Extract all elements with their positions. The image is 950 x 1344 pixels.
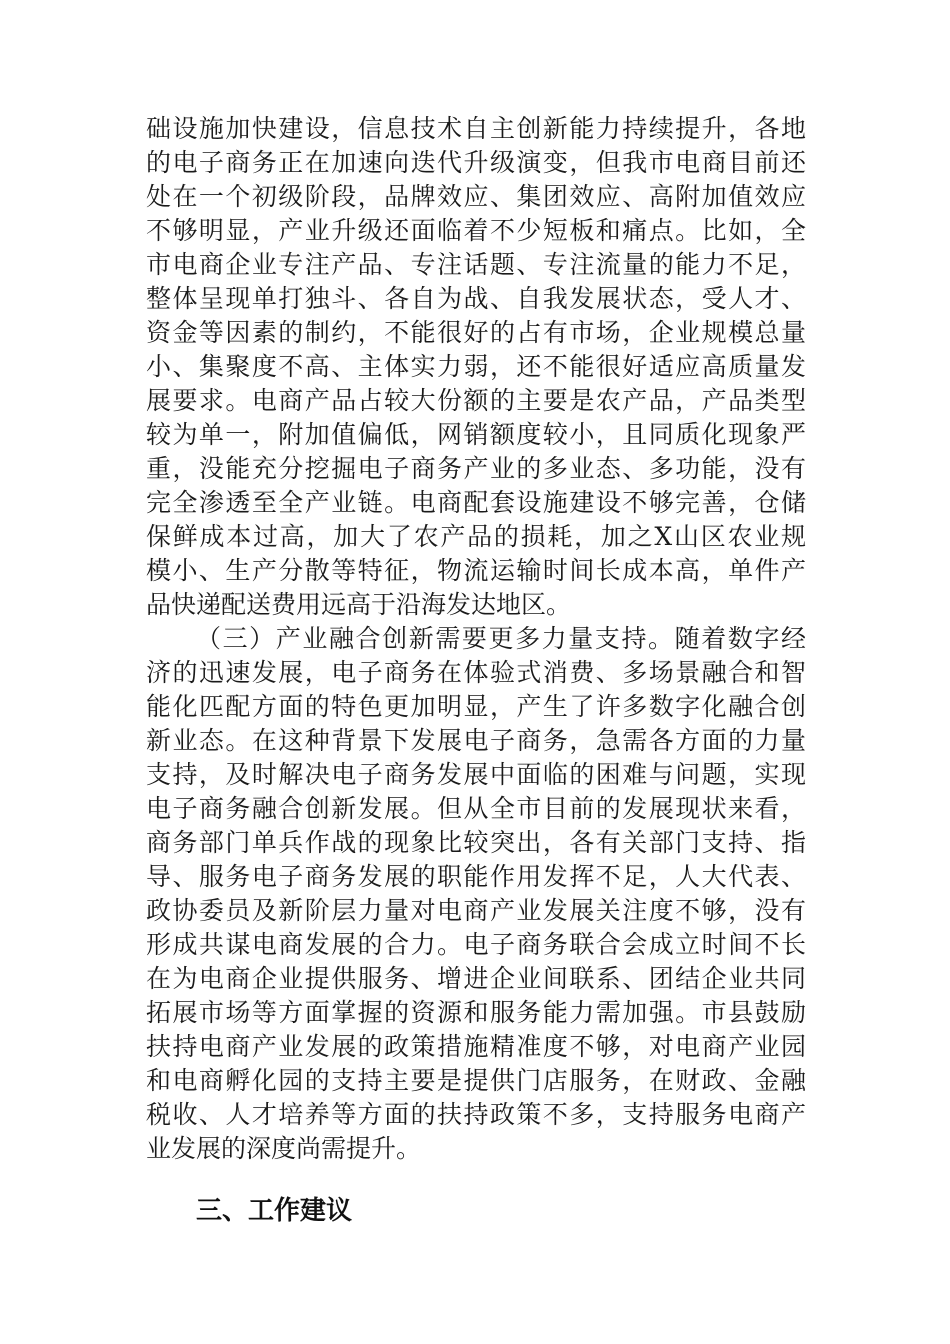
text-line: 济的迅速发展，电子商务在体验式消费、多场景融合和智 <box>146 658 806 687</box>
text-line: 不够明显，产业升级还面临着不少短板和痛点。比如，全 <box>146 216 806 245</box>
text-line: 在为电商企业提供服务、增进企业间联系、团结企业共同 <box>146 964 806 993</box>
text-line: 导、服务电子商务发展的职能作用发挥不足，人大代表、 <box>146 862 806 891</box>
text-line: 拓展市场等方面掌握的资源和服务能力需加强。市县鼓励 <box>146 998 806 1027</box>
text-line: 和电商孵化园的支持主要是提供门店服务，在财政、金融 <box>146 1066 806 1095</box>
text-line: 完全渗透至全产业链。电商配套设施建设不够完善，仓储 <box>146 488 806 517</box>
text-line: 市电商企业专注产品、专注话题、专注流量的能力不足， <box>146 250 806 279</box>
text-line: 的电子商务正在加速向迭代升级演变，但我市电商目前还 <box>146 148 806 177</box>
text-line: 品快递配送费用远高于沿海发达地区。 <box>146 590 572 619</box>
paragraph-1 <box>146 112 806 622</box>
text-line: 扶持电商产业发展的政策措施精准度不够，对电商产业园 <box>146 1032 806 1061</box>
text-line: 商务部门单兵作战的现象比较突出，各有关部门支持、指 <box>146 828 806 857</box>
text-line: 税收、人才培养等方面的扶持政策不多，支持服务电商产 <box>146 1100 806 1129</box>
text-line: 模小、生产分散等特征，物流运输时间长成本高，单件产 <box>146 556 806 585</box>
text-line: 较为单一，附加值偏低，网销额度较小，且同质化现象严 <box>146 420 806 449</box>
text-line: 形成共谋电商发展的合力。电子商务联合会成立时间不长 <box>146 930 806 959</box>
text-line-indented: （三）产业融合创新需要更多力量支持。随着数字经 <box>196 624 806 653</box>
text-line: 政协委员及新阶层力量对电商产业发展关注度不够，没有 <box>146 896 806 925</box>
text-line: 展要求。电商产品占较大份额的主要是农产品，产品类型 <box>146 386 806 415</box>
text-line: 小、集聚度不高、主体实力弱，还不能很好适应高质量发 <box>146 352 806 381</box>
text-line: 处在一个初级阶段，品牌效应、集团效应、高附加值效应 <box>146 182 806 211</box>
paragraph-2 <box>146 622 806 1166</box>
section-heading: 三、工作建议 <box>196 1196 353 1226</box>
text-line: 保鲜成本过高，加大了农产品的损耗，加之X山区农业规 <box>146 522 806 551</box>
text-line: 新业态。在这种背景下发展电子商务，急需各方面的力量 <box>146 726 806 755</box>
text-line: 业发展的深度尚需提升。 <box>146 1134 422 1163</box>
text-line: 重，没能充分挖掘电子商务产业的多业态、多功能，没有 <box>146 454 806 483</box>
text-line: 能化匹配方面的特色更加明显，产生了许多数字化融合创 <box>146 692 806 721</box>
text-line: 电子商务融合创新发展。但从全市目前的发展现状来看， <box>146 794 806 823</box>
text-line: 资金等因素的制约，不能很好的占有市场，企业规模总量 <box>146 318 806 347</box>
text-line: 支持，及时解决电子商务发展中面临的困难与问题，实现 <box>146 760 806 789</box>
document-body <box>146 112 806 1166</box>
text-line: 整体呈现单打独斗、各自为战、自我发展状态，受人才、 <box>146 284 806 313</box>
text-line: 础设施加快建设，信息技术自主创新能力持续提升，各地 <box>146 114 806 143</box>
